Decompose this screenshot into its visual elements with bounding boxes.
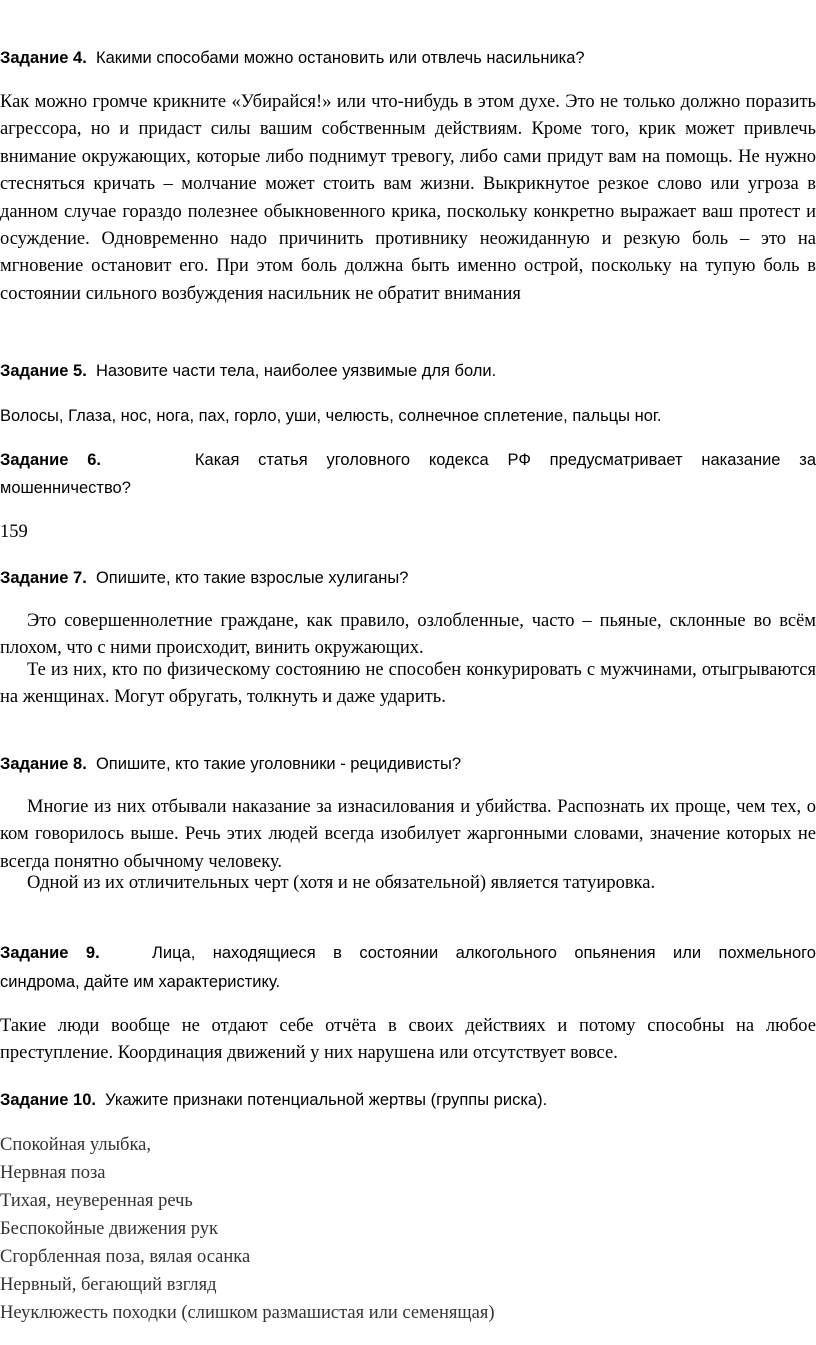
task-8-answer-p2-end: . xyxy=(650,873,656,893)
task-9-answer: Такие люди вообще не отдают себе отчёта в своих действиях и потому способны на любое преступление. Координация движений у них нарушена или отсутствует вовсе. xyxy=(0,1016,816,1064)
task-8-answer-p1: Многие из них отбывали наказание за изнасилования и убийства. Распознать их проще, чем тех, о ком говорилось выше. Речь этих людей всегда изобилует жаргонными словами, значение которых не всегда понятно обычному человеку. xyxy=(0,797,816,872)
task-6-heading xyxy=(0,446,816,474)
task-9-question-line1: Лица, находящиеся в состоянии алкогольного опьянения или похмельного xyxy=(152,944,816,962)
list-item: Неуклюжесть походки (слишком размашистая или семенящая) xyxy=(0,1303,495,1323)
task-7-heading xyxy=(0,564,816,592)
task-9-heading xyxy=(0,939,816,967)
task-4-question: Какими способами можно остановить или отвлечь насильника? xyxy=(95,49,585,67)
task-10-label: Задание 10. xyxy=(0,1091,96,1109)
list-item: Спокойная улыбка, xyxy=(0,1135,151,1155)
task-5-question: Назовите части тела, наиболее уязвимые для боли. xyxy=(95,362,497,380)
task-8-question: Опишите, кто такие уголовники - рецидивисты xyxy=(95,755,452,773)
task-9-question-line2: синдрома, дайте им характеристику. xyxy=(0,973,281,991)
list-item: Сгорбленная поза, вялая осанка xyxy=(0,1247,251,1267)
task-10-question: Укажите признаки потенциальной жертвы (группы риска). xyxy=(105,1091,548,1109)
risk-signs-list xyxy=(0,1131,816,1327)
task-7-question: Опишите, кто такие взрослые хулиганы? xyxy=(95,569,409,587)
task-6-answer: 159 xyxy=(0,522,28,542)
task-10-heading xyxy=(0,1086,816,1114)
task-8-question-mark: ? xyxy=(451,755,462,773)
list-item: Нервная поза xyxy=(0,1163,106,1183)
task-4-heading xyxy=(0,44,816,72)
task-8-answer-p2-text: Одной из их отличительных черт (хотя и не обязательной) является татуировка xyxy=(27,873,651,893)
task-4-label: Задание 4. xyxy=(0,49,87,67)
task-7-answer-p1: Это совершеннолетние граждане, как правило, озлобленные, часто – пьяные, склонные во всём плохом, что с ними происходит, винить окружающих. xyxy=(0,611,816,659)
task-5-label: Задание 5. xyxy=(0,362,87,380)
list-item: Нервный, бегающий взгляд xyxy=(0,1275,217,1295)
list-item: Беспокойные движения рук xyxy=(0,1219,218,1239)
task-5-heading xyxy=(0,357,816,385)
list-item: Тихая, неуверенная речь xyxy=(0,1191,193,1211)
task-9-label: Задание 9. xyxy=(0,944,100,962)
task-5-answer: Волосы, Глаза, нос, нога, пах, горло, уши, челюсть, солнечное сплетение, пальцы ног. xyxy=(0,407,662,425)
task-7-answer-p2: Те из них, кто по физическому состоянию не способен конкурировать с мужчинами, отыгрываются на женщинах. Могут обругать, толкнуть и даже ударить. xyxy=(0,660,816,708)
task-4-answer: Как можно громче крикните «Убирайся!» или что-нибудь в этом духе. Это не только должно поразить агрессора, но и придаст силы вашим собственным действиям. Кроме того, крик может привлечь внимание окружающих, которые либо поднимут тревогу, либо сами придут вам на помощь. Не нужно стесняться кричать – молчание может стоить вам жизни. Выкрикнутое резкое слово или угроза в данном случае гораздо полезнее обыкновенного крика, поскольку конкретно выражает ваш протест и осуждение. Одновременно надо причинить противнику неожиданную и резкую боль – это на мгновение остановит его. При этом боль должна быть именно острой, поскольку на тупую боль в состоянии сильного возбуждения насильник не обратит внимания xyxy=(0,92,816,304)
task-6-question-line1: Какая статья уголовного кодекса РФ предусматривает наказание за xyxy=(194,451,816,469)
task-6-label: Задание 6. xyxy=(0,451,101,469)
task-6-question-line2: мошенничество? xyxy=(0,479,131,497)
task-7-label: Задание 7. xyxy=(0,569,87,587)
task-8-label: Задание 8. xyxy=(0,755,87,773)
task-8-heading xyxy=(0,750,816,778)
task-8-answer-p2 xyxy=(0,870,816,897)
